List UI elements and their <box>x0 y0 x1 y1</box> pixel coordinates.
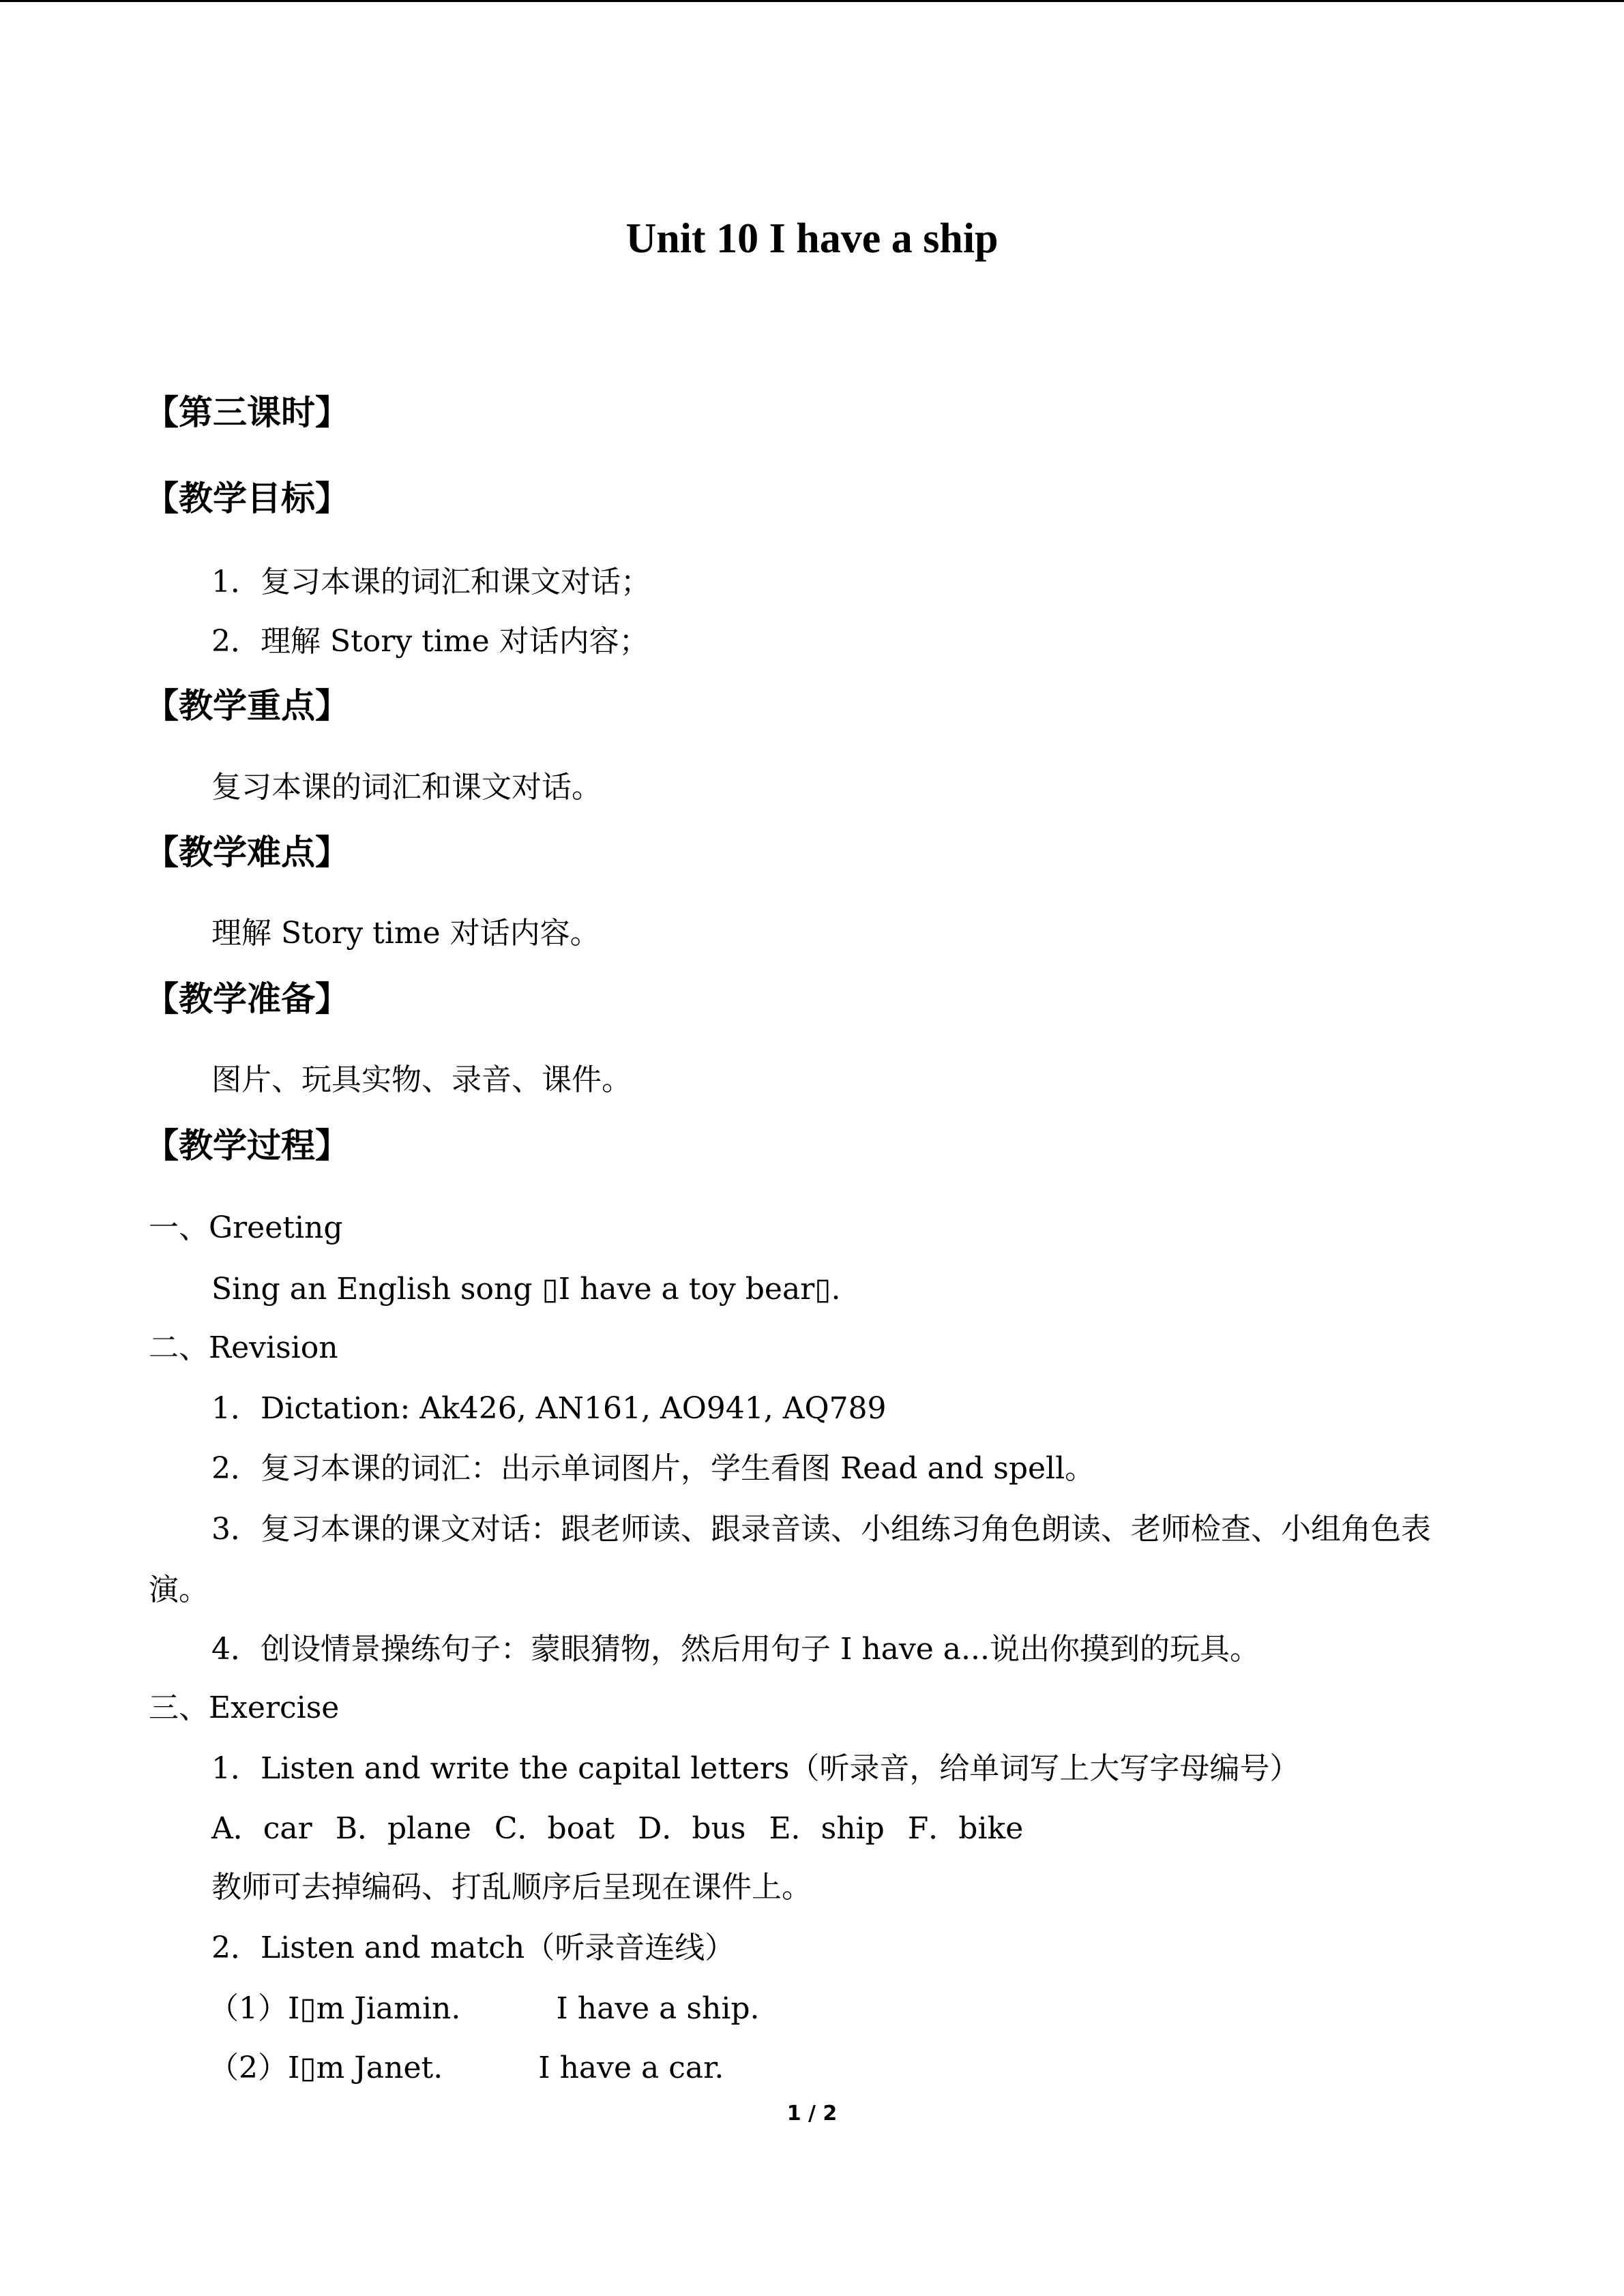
exercise-title: 三、Exercise <box>149 1690 340 1725</box>
objective-item-1: 1．复习本课的词汇和课文对话； <box>211 565 651 599</box>
exercise-note: 教师可去掉编码、打乱顺序后呈现在课件上。 <box>211 1870 812 1905</box>
match-right-1: I have a ship. <box>556 1991 760 2026</box>
option-c: C．boat <box>494 1811 615 1846</box>
revision-item-2: 2．复习本课的词汇：出示单词图片，学生看图 Read and spell。 <box>211 1451 1095 1486</box>
objectives-heading: 【教学目标】 <box>145 479 349 518</box>
key-points-heading: 【教学重点】 <box>145 686 349 726</box>
revision-item-4: 4．创设情景操练句子：蒙眼猜物，然后用句子 I have a...说出你摸到的玩具。 <box>211 1632 1260 1667</box>
page-number: 1 / 2 <box>786 2102 838 2126</box>
preparation-text: 图片、玩具实物、录音、课件。 <box>211 1062 632 1097</box>
match-row-2 <box>209 2048 724 2089</box>
difficulties-heading: 【教学难点】 <box>145 833 349 872</box>
difficulties-text: 理解 Story time 对话内容。 <box>211 916 600 951</box>
match-right-2: I have a car. <box>538 2051 724 2085</box>
match-left-2: （2）I▯m Janet. <box>209 2051 443 2085</box>
objective-item-2: 2．理解 Story time 对话内容； <box>211 624 649 659</box>
process-heading: 【教学过程】 <box>145 1126 349 1165</box>
revision-item-3: 3．复习本课的课文对话：跟老师读、跟录音读、小组练习角色朗读、老师检查、小组角色表演。 <box>149 1512 1431 1607</box>
match-row-1 <box>209 1988 760 2029</box>
greeting-text: Sing an English song ▯I have a toy bear▯. <box>211 1272 841 1307</box>
greeting-title: 一、Greeting <box>149 1210 343 1245</box>
document-title: Unit 10 I have a ship <box>625 215 999 262</box>
preparation-heading: 【教学准备】 <box>145 979 349 1019</box>
answer-options <box>211 1808 1023 1849</box>
top-border <box>0 0 1624 2</box>
lesson-heading: 【第三课时】 <box>145 393 349 432</box>
option-e: E．ship <box>769 1811 885 1846</box>
option-b: B．plane <box>335 1811 471 1846</box>
option-d: D．bus <box>638 1811 746 1846</box>
exercise-item-2: 2．Listen and match（听录音连线） <box>211 1930 735 1965</box>
key-points-text: 复习本课的词汇和课文对话。 <box>211 770 602 805</box>
revision-item-1: 1．Dictation: Ak426, AN161, AO941, AQ789 <box>211 1391 887 1426</box>
revision-title: 二、Revision <box>149 1330 338 1365</box>
exercise-item-1: 1．Listen and write the capital letters（听录音，给单词写上大写字母编号） <box>211 1751 1300 1786</box>
option-a: A．car <box>211 1811 312 1846</box>
match-left-1: （1）I▯m Jiamin. <box>209 1991 461 2026</box>
option-f: F．bike <box>907 1811 1024 1846</box>
